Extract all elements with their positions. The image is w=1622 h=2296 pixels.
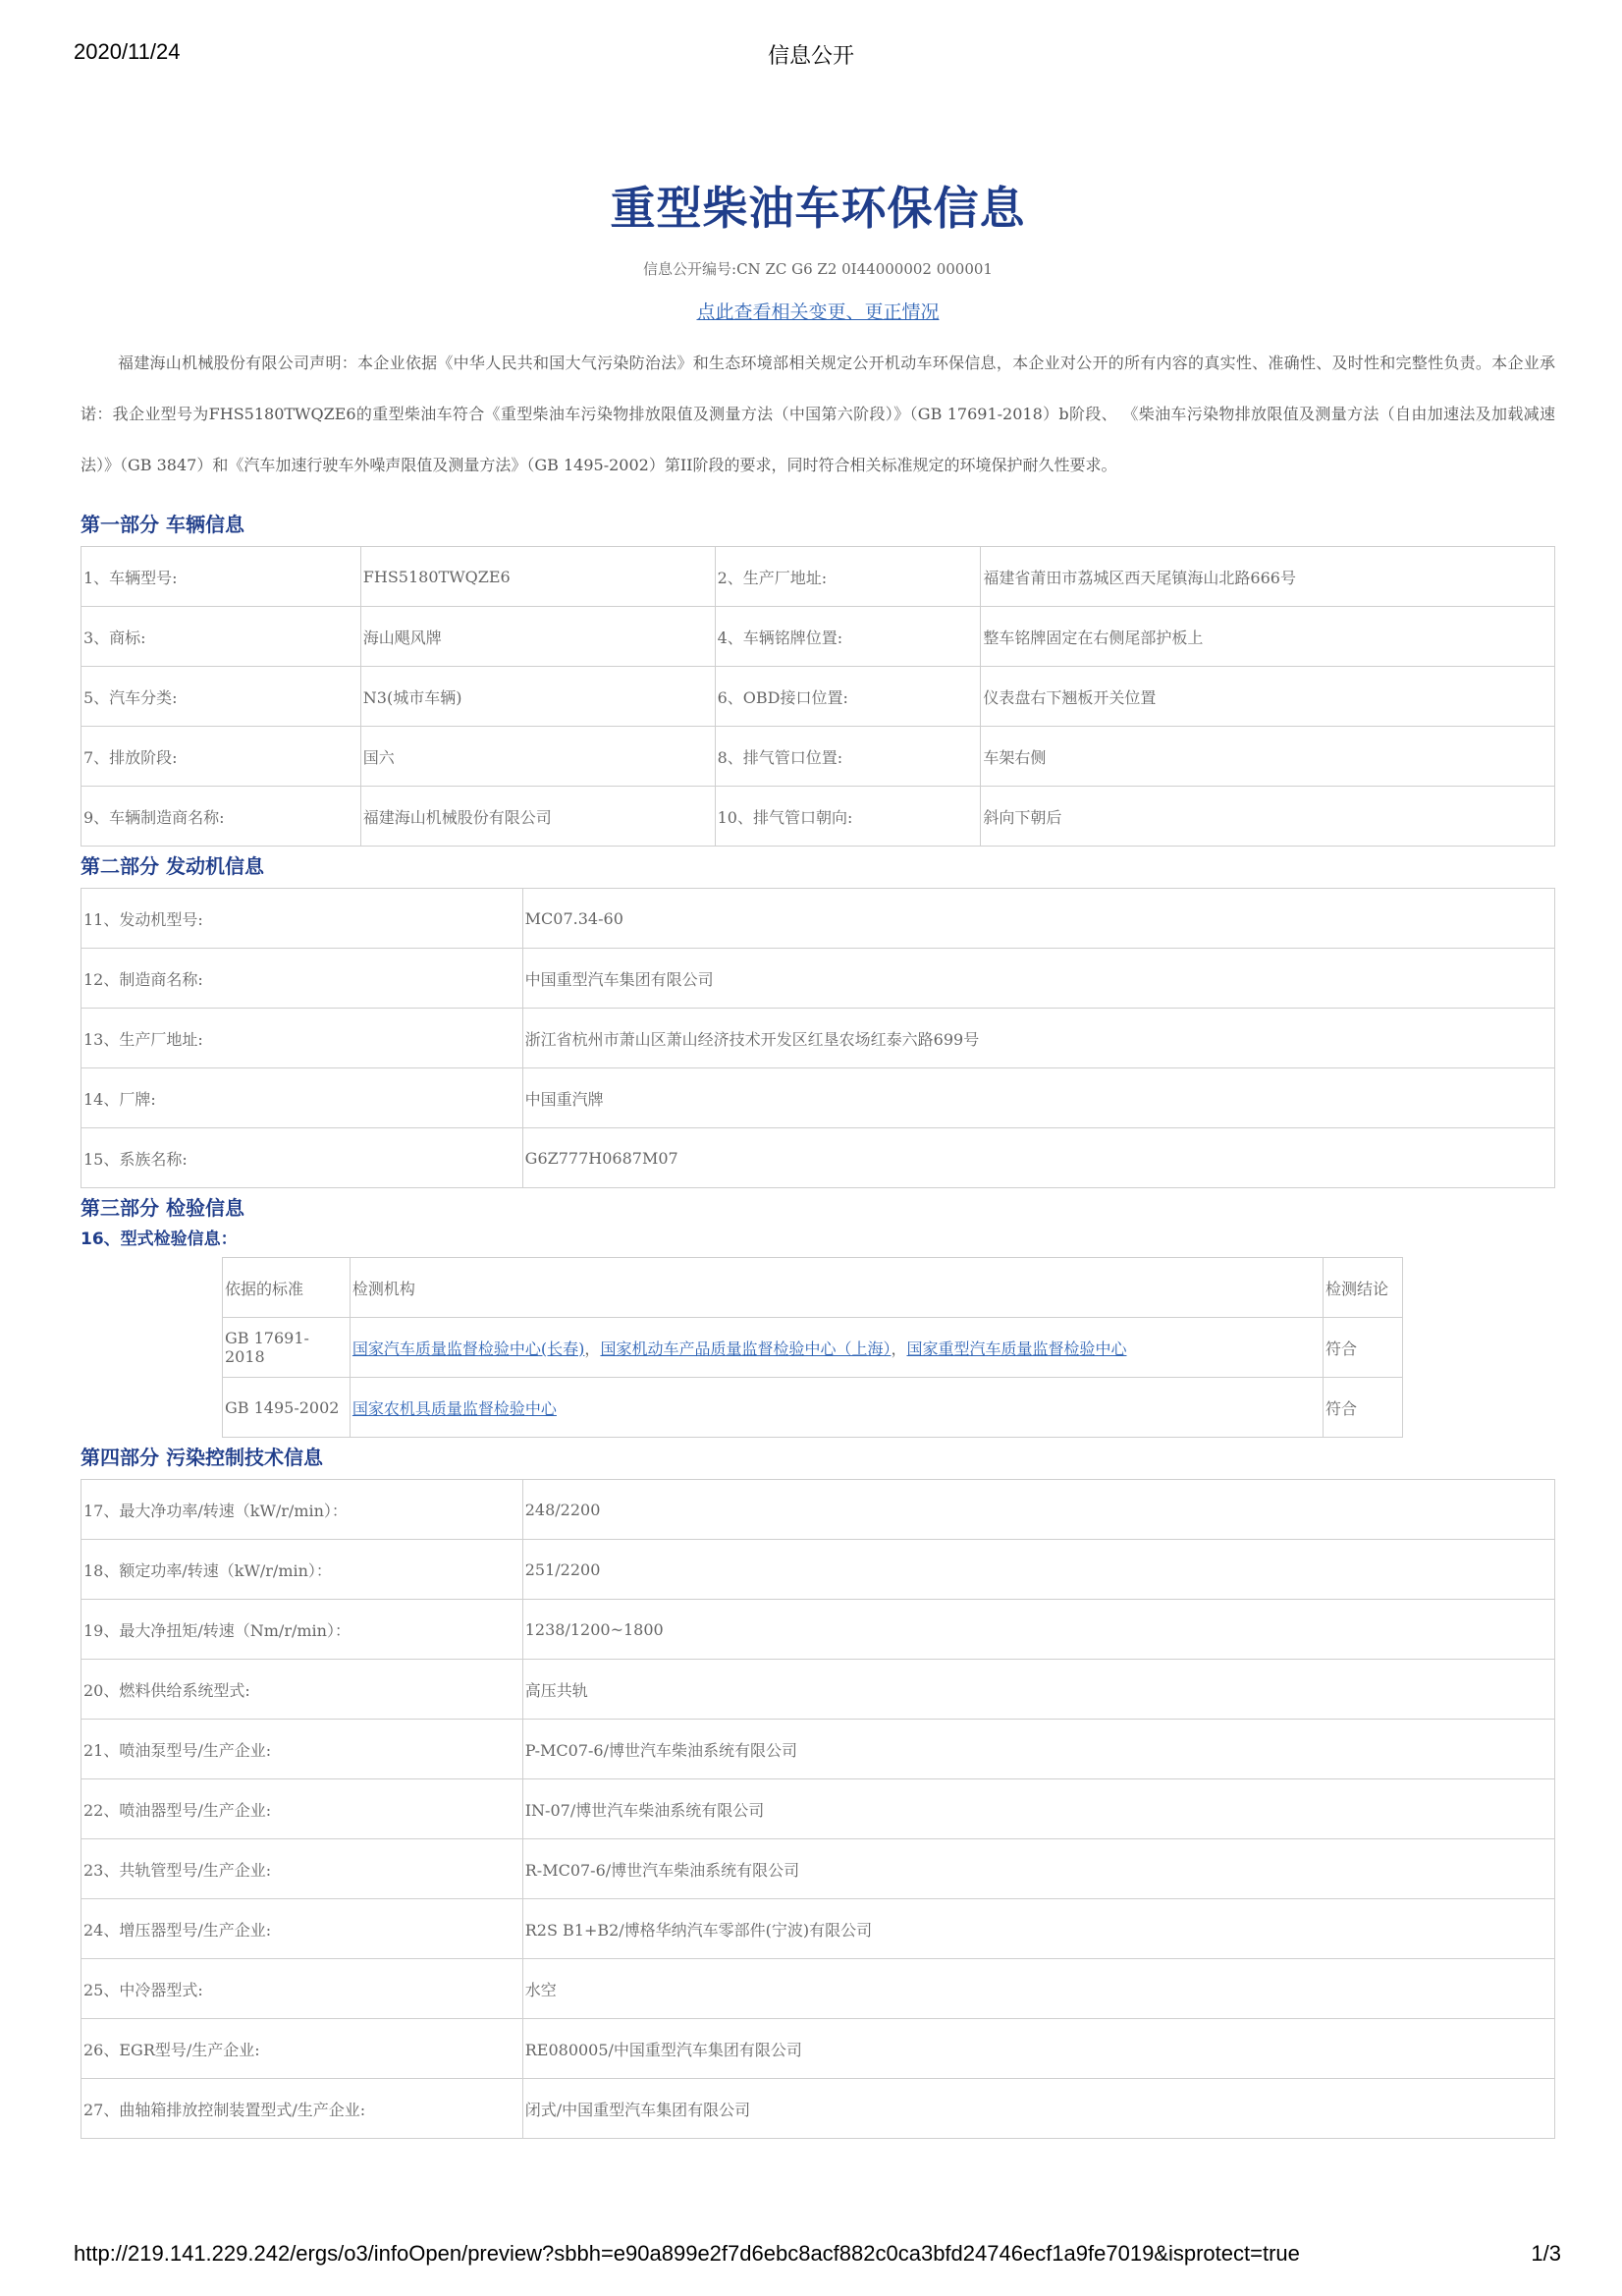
field-label: 18、额定功率/转速（kW/r/min）： <box>81 1540 523 1600</box>
field-label: 25、中冷器型式: <box>81 1959 523 2019</box>
field-label: 5、汽车分类: <box>81 667 361 727</box>
field-label: 19、最大净扭矩/转速（Nm/r/min）： <box>81 1600 523 1660</box>
table-row <box>81 1899 1555 1959</box>
field-label: 27、曲轴箱排放控制装置型式/生产企业: <box>81 2079 523 2139</box>
column-header-standard: 依据的标准 <box>223 1258 351 1318</box>
field-label: 9、车辆制造商名称: <box>81 787 361 847</box>
table-row <box>81 1839 1555 1899</box>
field-label: 11、发动机型号: <box>81 889 523 949</box>
table-row <box>223 1318 1403 1378</box>
agency-cell <box>350 1378 1323 1438</box>
table-row <box>81 547 1555 607</box>
table-row <box>81 1480 1555 1540</box>
field-value: 仪表盘右下翘板开关位置 <box>981 667 1555 727</box>
field-label: 6、OBD接口位置: <box>715 667 981 727</box>
field-label: 14、厂牌: <box>81 1068 523 1128</box>
table-header-row <box>223 1258 1403 1318</box>
field-value: 水空 <box>522 1959 1554 2019</box>
standard-cell: GB 17691-2018 <box>223 1318 351 1378</box>
table-row <box>81 1720 1555 1779</box>
field-value: FHS5180TWQZE6 <box>360 547 715 607</box>
separator: ， <box>891 1339 907 1358</box>
table-row <box>81 787 1555 847</box>
print-header <box>0 39 1622 69</box>
disclosure-number: 信息公开编号:CN ZC G6 Z2 0I44000002 000001 <box>643 260 993 278</box>
agency-link[interactable]: 国家机动车产品质量监督检验中心（上海） <box>600 1339 892 1358</box>
field-label: 12、制造商名称: <box>81 949 523 1009</box>
field-value: 高压共轨 <box>522 1660 1554 1720</box>
table-row <box>81 2079 1555 2139</box>
field-value: N3(城市车辆) <box>360 667 715 727</box>
agency-link[interactable]: 国家重型汽车质量监督检验中心 <box>906 1339 1127 1358</box>
print-url: http://219.141.229.242/ergs/o3/infoOpen/preview?sbbh=e90a899e2f7d6ebc8acf882c0ca3bfd24746ecf1a9fe7019&isprotect=true <box>74 2241 1300 2266</box>
field-value: IN-07/博世汽车柴油系统有限公司 <box>522 1779 1554 1839</box>
table-row <box>81 889 1555 949</box>
field-value: 闭式/中国重型汽车集团有限公司 <box>522 2079 1554 2139</box>
field-label: 13、生产厂地址: <box>81 1009 523 1068</box>
table-row <box>81 949 1555 1009</box>
agency-link[interactable]: 国家农机具质量监督检验中心 <box>351 1398 557 1418</box>
field-value: R2S B1+B2/博格华纳汽车零部件(宁波)有限公司 <box>522 1899 1554 1959</box>
column-header-agency: 检测机构 <box>350 1258 1323 1318</box>
field-value: 整车铭牌固定在右侧尾部护板上 <box>981 607 1555 667</box>
section-inspection-heading: 第三部分 检验信息 <box>81 1196 244 1220</box>
field-value: 中国重型汽车集团有限公司 <box>522 949 1554 1009</box>
agency-cell <box>350 1318 1323 1378</box>
page-number: 1/3 <box>1531 2241 1561 2266</box>
field-value: 车架右侧 <box>981 727 1555 787</box>
result-cell: 符合 <box>1324 1318 1403 1378</box>
field-value: 国六 <box>360 727 715 787</box>
table-row <box>81 1779 1555 1839</box>
view-changes-link[interactable]: 点此查看相关变更、更正情况 <box>696 301 940 323</box>
field-value: 浙江省杭州市萧山区萧山经济技术开发区红垦农场红泰六路699号 <box>522 1009 1554 1068</box>
field-value: R-MC07-6/博世汽车柴油系统有限公司 <box>522 1839 1554 1899</box>
field-value: RE080005/中国重型汽车集团有限公司 <box>522 2019 1554 2079</box>
table-row <box>81 667 1555 727</box>
field-label: 8、排气管口位置: <box>715 727 981 787</box>
column-header-result: 检测结论 <box>1324 1258 1403 1318</box>
table-row <box>81 1600 1555 1660</box>
field-value: P-MC07-6/博世汽车柴油系统有限公司 <box>522 1720 1554 1779</box>
table-row <box>81 1660 1555 1720</box>
table-row <box>81 607 1555 667</box>
type-inspection-subheading: 16、型式检验信息： <box>81 1230 238 1249</box>
field-label: 7、排放阶段: <box>81 727 361 787</box>
field-label: 4、车辆铭牌位置: <box>715 607 981 667</box>
agency-link[interactable]: 国家汽车质量监督检验中心(长春) <box>351 1339 585 1358</box>
table-row <box>81 1540 1555 1600</box>
field-label: 17、最大净功率/转速（kW/r/min）： <box>81 1480 523 1540</box>
pollution-control-table <box>81 1479 1555 2139</box>
field-label: 23、共轨管型号/生产企业: <box>81 1839 523 1899</box>
section-pollution-control-heading: 第四部分 污染控制技术信息 <box>81 1446 323 1469</box>
vehicle-info-table <box>81 546 1555 847</box>
engine-info-table <box>81 888 1555 1188</box>
field-label: 22、喷油器型号/生产企业: <box>81 1779 523 1839</box>
result-cell: 符合 <box>1324 1378 1403 1438</box>
field-label: 2、生产厂地址: <box>715 547 981 607</box>
print-page-title: 信息公开 <box>767 43 854 68</box>
document-body <box>81 177 1555 2139</box>
print-date: 2020/11/24 <box>74 39 181 64</box>
section-vehicle-heading: 第一部分 车辆信息 <box>81 513 244 536</box>
field-label: 3、商标: <box>81 607 361 667</box>
field-value: 福建海山机械股份有限公司 <box>360 787 715 847</box>
field-label: 21、喷油泵型号/生产企业: <box>81 1720 523 1779</box>
field-value: 248/2200 <box>522 1480 1554 1540</box>
field-label: 26、EGR型号/生产企业: <box>81 2019 523 2079</box>
field-value: 251/2200 <box>522 1540 1554 1600</box>
table-row <box>81 1959 1555 2019</box>
table-row <box>81 1009 1555 1068</box>
separator: ， <box>584 1339 601 1358</box>
table-row <box>81 727 1555 787</box>
table-row <box>81 1068 1555 1128</box>
table-row <box>223 1378 1403 1438</box>
field-value: 中国重汽牌 <box>522 1068 1554 1128</box>
document-title: 重型柴油车环保信息 <box>610 182 1026 235</box>
field-value: G6Z777H0687M07 <box>522 1128 1554 1188</box>
table-row <box>81 1128 1555 1188</box>
field-value: 海山飓风牌 <box>360 607 715 667</box>
field-value: 斜向下朝后 <box>981 787 1555 847</box>
field-value: 1238/1200~1800 <box>522 1600 1554 1660</box>
field-label: 24、增压器型号/生产企业: <box>81 1899 523 1959</box>
standard-cell: GB 1495-2002 <box>223 1378 351 1438</box>
field-value: MC07.34-60 <box>522 889 1554 949</box>
field-value: 福建省莆田市荔城区西天尾镇海山北路666号 <box>981 547 1555 607</box>
section-engine-heading: 第二部分 发动机信息 <box>81 854 264 878</box>
inspection-table <box>222 1257 1403 1438</box>
field-label: 20、燃料供给系统型式: <box>81 1660 523 1720</box>
field-label: 10、排气管口朝向: <box>715 787 981 847</box>
field-label: 15、系族名称: <box>81 1128 523 1188</box>
field-label: 1、车辆型号: <box>81 547 361 607</box>
company-statement: 福建海山机械股份有限公司声明：本企业依据《中华人民共和国大气污染防治法》和生态环境部相关规定公开机动车环保信息，本企业对公开的所有内容的真实性、准确性、及时性和完整性负责。本企业承诺：我企业型号为FHS5180TWQZE6的重型柴油车符合《重型柴油车污染物排放限值及测量方法（中国第六阶段）》（GB 17691-2018）b阶段、 《柴油车污染物排放限值及测量方法（自由加速法及加载减速法）》（GB 3847）和《汽车加速行驶车外噪声限值及测量方法》（GB 1495-2002）第II阶段的要求，同时符合相关标准规定的环境保护耐久性要求。 <box>81 354 1555 474</box>
print-footer <box>0 2241 1622 2270</box>
table-row <box>81 2019 1555 2079</box>
